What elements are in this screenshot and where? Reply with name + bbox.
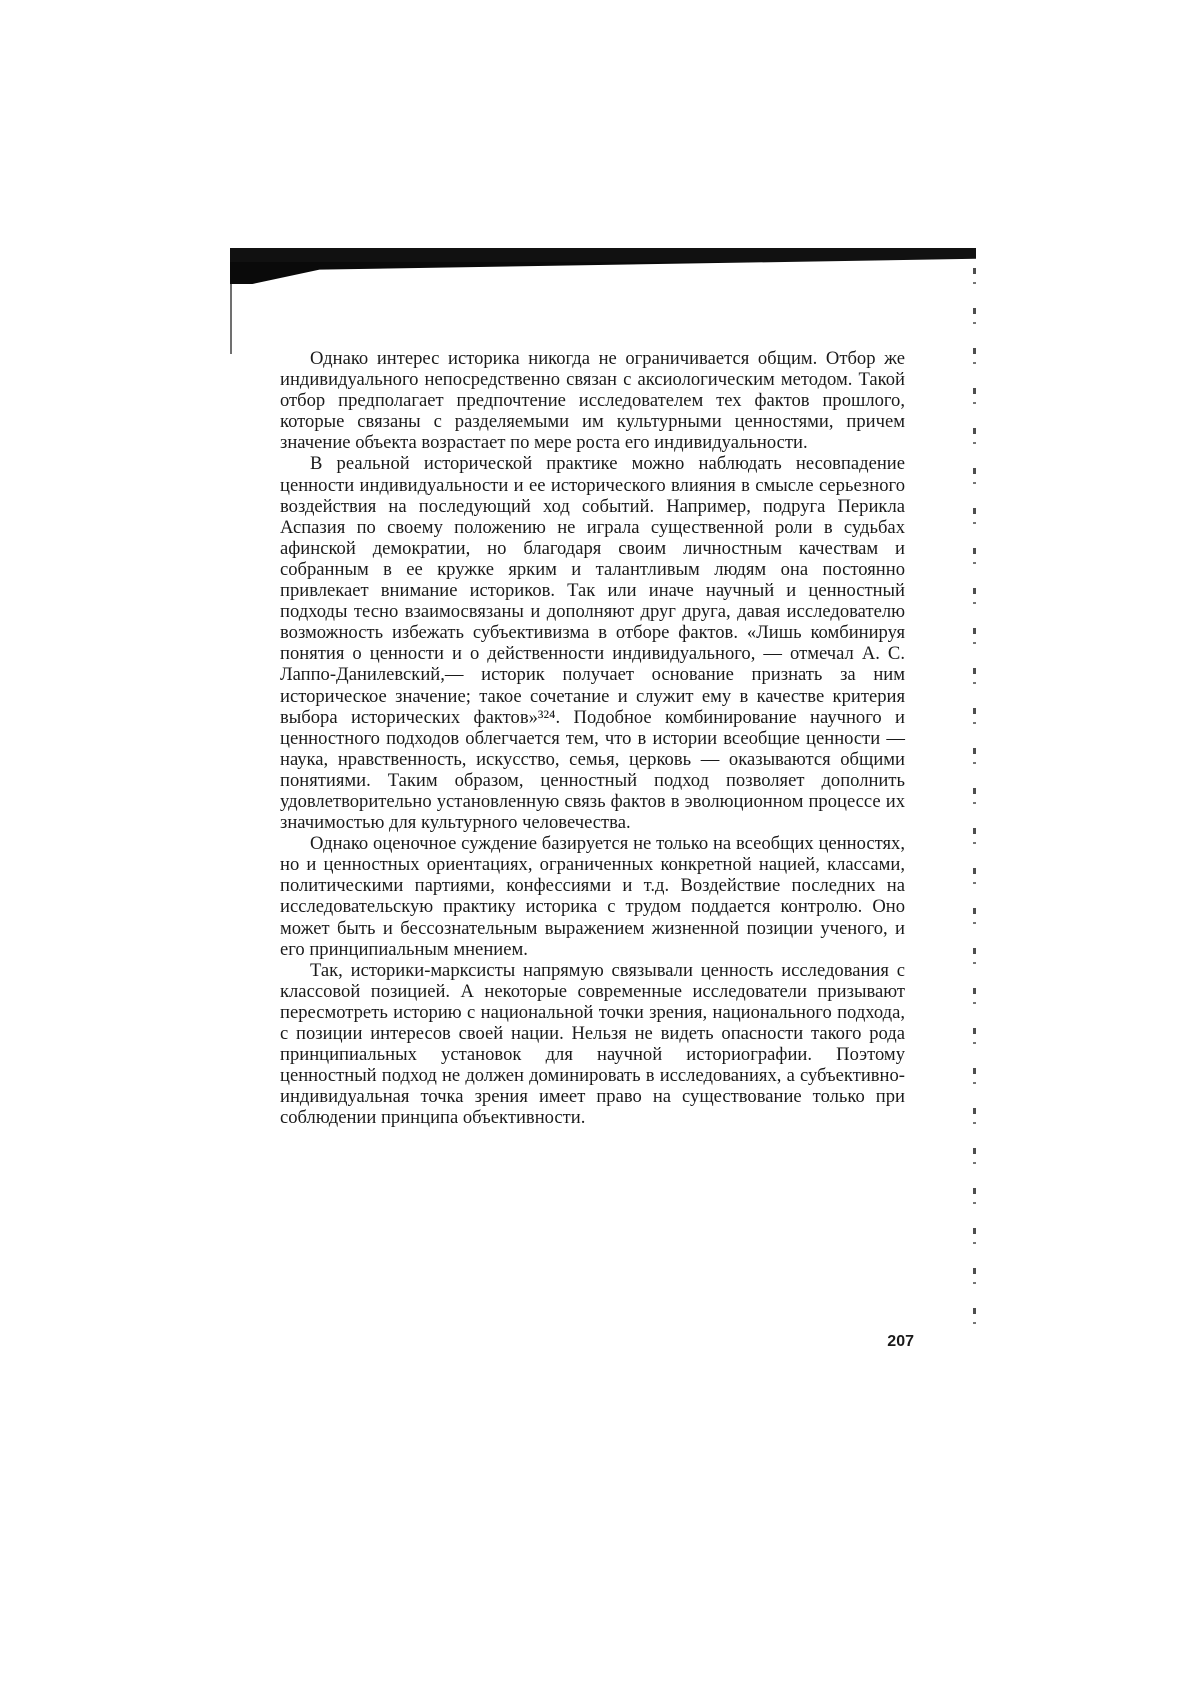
paragraph-2: В реальной исторической практике можно наблюдать несовпадение ценности индивидуальности и ее исторического влияния в смысле серьезного воздействия на последующий ход событий. Например, подруга Перикла Аспазия по своему положению не играла существенной роли в судьбах афинской демократии, но благодаря своим личностным качествам и собранным в ее кружке ярким и талантливым людям она постоянно привлекает внимание историков. Так или иначе научный и ценностный подходы тесно взаимосвязаны и дополняют друг друга, давая исследователю возможность избежать субъективизма в отборе фактов. «Лишь комбинируя понятия о ценности и о действенности индивидуального, — отмечал А. С. Лаппо-Данилевский,— историк получает основание признать за ним историческое значение; такое сочетание и служит ему в качестве критерия выбора исторических фактов»³²⁴. Подобное комбинирование научного и ценностного подходов облегчается тем, что в истории всеобщие ценности — наука, нравственность, искусство, семья, церковь — оказываются общими понятиями. Таким образом, ценностный подход позволяет дополнить удовлетворительно установленную связь фактов в эволюционном процессе их значимостью для культурного человечества. [280,453,905,834]
paragraph-3: Однако оценочное суждение базируется не только на всеобщих ценностях, но и ценностных ориентациях, ограниченных конкретной нацией, классами, политическими партиями, конфессиями и т.д. Воздействие последних на исследовательскую практику историка с трудом поддается контролю. Оно может быть и бессознательным выражением жизненной позиции ученого, и его принципиальным мнением. [280,833,905,960]
paragraph-1: Однако интерес историка никогда не ограничивается общим. Отбор же индивидуального непосредственно связан с аксиологическим методом. Такой отбор предполагает предпочтение исследователем тех фактов прошлого, которые связаны с разделяемыми им культурными ценностями, причем значение объекта возрастает по мере роста его индивидуальности. [280,348,905,454]
page-number: 207 [887,1333,914,1350]
scan-edge-left [230,284,232,354]
body-text [280,348,905,1128]
scanned-page [230,248,976,1358]
scan-shadow-top [230,248,976,284]
paragraph-4: Так, историки-марксисты напрямую связывали ценность исследования с классовой позицией. А некоторые современные исследователи призывают пересмотреть историю с национальной точки зрения, национального подхода, с позиции интересов своей нации. Нельзя не видеть опасности такого рода принципиальных установок для научной историографии. Поэтому ценностный подход не должен доминировать в исследованиях, а субъективно-индивидуальная точка зрения имеет право на существование только при соблюдении принципа объективности. [280,959,905,1129]
scan-edge-right [973,268,976,1328]
